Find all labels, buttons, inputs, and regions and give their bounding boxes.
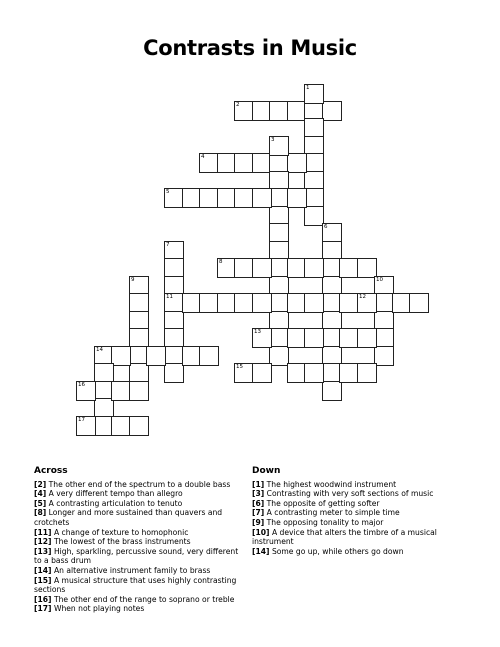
down-heading: Down (252, 466, 281, 476)
across-clue (34, 508, 244, 527)
grid-cell[interactable] (322, 101, 342, 121)
grid-cell[interactable] (304, 258, 324, 278)
clue-text: A musical structure that uses highly contrasting sections (34, 575, 237, 595)
clue-number: [6] (252, 498, 265, 508)
clue-number: [12] (34, 537, 52, 547)
grid-cell[interactable] (287, 153, 307, 173)
down-clue (252, 499, 437, 509)
grid-cell[interactable] (357, 293, 377, 313)
clue-number-label: 11 (166, 294, 173, 300)
grid-cell[interactable] (234, 363, 254, 383)
clue-number-label: 17 (78, 417, 85, 423)
grid-cell[interactable] (304, 153, 324, 173)
grid-cell[interactable] (234, 153, 254, 173)
grid-cell[interactable] (129, 416, 149, 436)
grid-cell[interactable] (111, 346, 131, 366)
grid-cell[interactable] (164, 188, 184, 208)
clue-number: [16] (34, 594, 52, 604)
grid-cell[interactable] (76, 416, 96, 436)
grid-cell[interactable] (339, 363, 359, 383)
clue-text: A contrasting articulation to tenuto (48, 498, 183, 508)
clue-number-label: 6 (324, 224, 328, 230)
clue-text: Some go up, while others go down (271, 546, 404, 556)
clue-text: The opposite of getting softer (266, 498, 380, 508)
clue-number-label: 5 (166, 189, 170, 195)
grid-cell[interactable] (339, 328, 359, 348)
grid-cell[interactable] (269, 223, 289, 243)
grid-cell[interactable] (374, 293, 394, 313)
down-clue (252, 528, 437, 547)
grid-cell[interactable] (164, 258, 184, 278)
clue-text: The highest woodwind instrument (266, 479, 397, 489)
grid-cell[interactable] (304, 188, 324, 208)
grid-cell[interactable] (374, 328, 394, 348)
grid-cell[interactable] (269, 346, 289, 366)
across-clue (34, 528, 244, 538)
clue-number: [8] (34, 508, 47, 518)
down-clues (252, 467, 437, 556)
clue-number-label: 12 (359, 294, 366, 300)
across-clue (34, 604, 244, 614)
clue-text: The lowest of the brass instruments (53, 537, 191, 547)
down-clue (252, 480, 437, 490)
grid-cell[interactable] (199, 346, 219, 366)
across-clue (34, 576, 244, 595)
across-heading: Across (34, 466, 68, 476)
grid-cell[interactable] (111, 381, 131, 401)
across-clue (34, 566, 244, 576)
grid-cell[interactable] (304, 206, 324, 226)
clue-text: When not playing notes (53, 604, 145, 614)
grid-cell[interactable] (304, 118, 324, 138)
clue-text: A contrasting meter to simple time (266, 508, 400, 518)
clue-number: [17] (34, 604, 52, 614)
grid-cell[interactable] (357, 328, 377, 348)
puzzle-title: Contrasts in Music (143, 36, 357, 60)
grid-cell[interactable] (304, 84, 324, 104)
grid-cell[interactable] (129, 293, 149, 313)
clue-number: [14] (252, 546, 270, 556)
clue-text: The opposing tonality to major (266, 517, 384, 527)
grid-cell[interactable] (304, 293, 324, 313)
across-clue (34, 595, 244, 605)
grid-cell[interactable] (164, 293, 184, 313)
grid-cell[interactable] (304, 363, 324, 383)
clue-number: [4] (34, 489, 47, 499)
grid-cell[interactable] (287, 188, 307, 208)
grid-cell[interactable] (374, 346, 394, 366)
across-clue (34, 499, 244, 509)
grid-cell[interactable] (269, 328, 289, 348)
across-clue (34, 547, 244, 566)
grid-cell[interactable] (252, 363, 272, 383)
grid-cell[interactable] (94, 363, 114, 383)
clue-number: [3] (252, 489, 265, 499)
clue-text: A device that alters the timbre of a musical instrument (252, 527, 437, 547)
clue-number: [2] (34, 479, 47, 489)
clue-number: [14] (34, 565, 52, 575)
across-clue (34, 537, 244, 547)
grid-cell[interactable] (94, 398, 114, 418)
grid-cell[interactable] (234, 101, 254, 121)
grid-cell[interactable] (146, 346, 166, 366)
grid-cell[interactable] (252, 258, 272, 278)
grid-cell[interactable] (304, 328, 324, 348)
grid-cell[interactable] (269, 101, 289, 121)
down-clue (252, 518, 437, 528)
clue-number-label: 16 (78, 382, 85, 388)
grid-cell[interactable] (199, 188, 219, 208)
grid-cell[interactable] (409, 293, 429, 313)
clue-number-label: 7 (166, 242, 170, 248)
clue-number-label: 8 (219, 259, 223, 265)
grid-cell[interactable] (76, 381, 96, 401)
clue-number-label: 15 (236, 364, 243, 370)
clue-number-label: 9 (131, 277, 135, 283)
across-clue-list (34, 480, 244, 614)
grid-cell[interactable] (357, 258, 377, 278)
grid-cell[interactable] (269, 258, 289, 278)
grid-cell[interactable] (234, 293, 254, 313)
grid-cell[interactable] (269, 293, 289, 313)
grid-cell[interactable] (269, 153, 289, 173)
clue-number: [10] (252, 527, 270, 537)
clue-text: An alternative instrument family to brass (53, 565, 211, 575)
clue-text: Contrasting with very soft sections of music (266, 489, 434, 499)
grid-cell[interactable] (129, 381, 149, 401)
grid-cell[interactable] (339, 293, 359, 313)
grid-cell[interactable] (111, 416, 131, 436)
clue-number-label: 10 (376, 277, 383, 283)
clue-number: [15] (34, 575, 52, 585)
across-clues (34, 467, 244, 614)
clue-text: Longer and more sustained than quavers and crotchets (34, 508, 223, 527)
clue-number: [11] (34, 527, 52, 537)
clue-number-label: 14 (96, 347, 103, 353)
clue-number-label: 4 (201, 154, 205, 160)
clue-text: The other end of the spectrum to a double bass (48, 479, 231, 489)
across-clue (34, 489, 244, 499)
clue-number: [9] (252, 517, 265, 527)
grid-cell[interactable] (164, 328, 184, 348)
grid-cell[interactable] (164, 363, 184, 383)
clue-number-label: 13 (254, 329, 261, 335)
grid-cell[interactable] (234, 258, 254, 278)
clue-number-label: 1 (306, 85, 310, 91)
clue-text: A very different tempo than allegro (48, 489, 183, 499)
grid-cell[interactable] (252, 293, 272, 313)
grid-cell[interactable] (339, 258, 359, 278)
grid-cell[interactable] (129, 363, 149, 383)
clue-number: [7] (252, 508, 265, 518)
clue-number-label: 3 (271, 137, 275, 143)
clue-number: [13] (34, 546, 52, 556)
grid-cell[interactable] (269, 136, 289, 156)
across-clue (34, 480, 244, 490)
clue-number: [5] (34, 498, 47, 508)
clue-text: A change of texture to homophonic (53, 527, 189, 537)
grid-cell[interactable] (129, 328, 149, 348)
down-clue (252, 508, 437, 518)
clue-number: [1] (252, 479, 265, 489)
clue-text: High, sparkling, percussive sound, very different to a bass drum (34, 546, 239, 566)
clue-text: The other end of the range to soprano or treble (53, 594, 235, 604)
grid-cell[interactable] (322, 223, 342, 243)
grid-cell[interactable] (322, 381, 342, 401)
clue-number-label: 2 (236, 102, 240, 108)
down-clue-list (252, 480, 437, 557)
grid-cell[interactable] (199, 153, 219, 173)
grid-cell[interactable] (199, 293, 219, 313)
down-clue (252, 547, 437, 557)
grid-cell[interactable] (234, 188, 254, 208)
down-clue (252, 489, 437, 499)
grid-cell[interactable] (269, 188, 289, 208)
grid-cell[interactable] (252, 328, 272, 348)
grid-cell[interactable] (357, 363, 377, 383)
grid-cell[interactable] (252, 188, 272, 208)
